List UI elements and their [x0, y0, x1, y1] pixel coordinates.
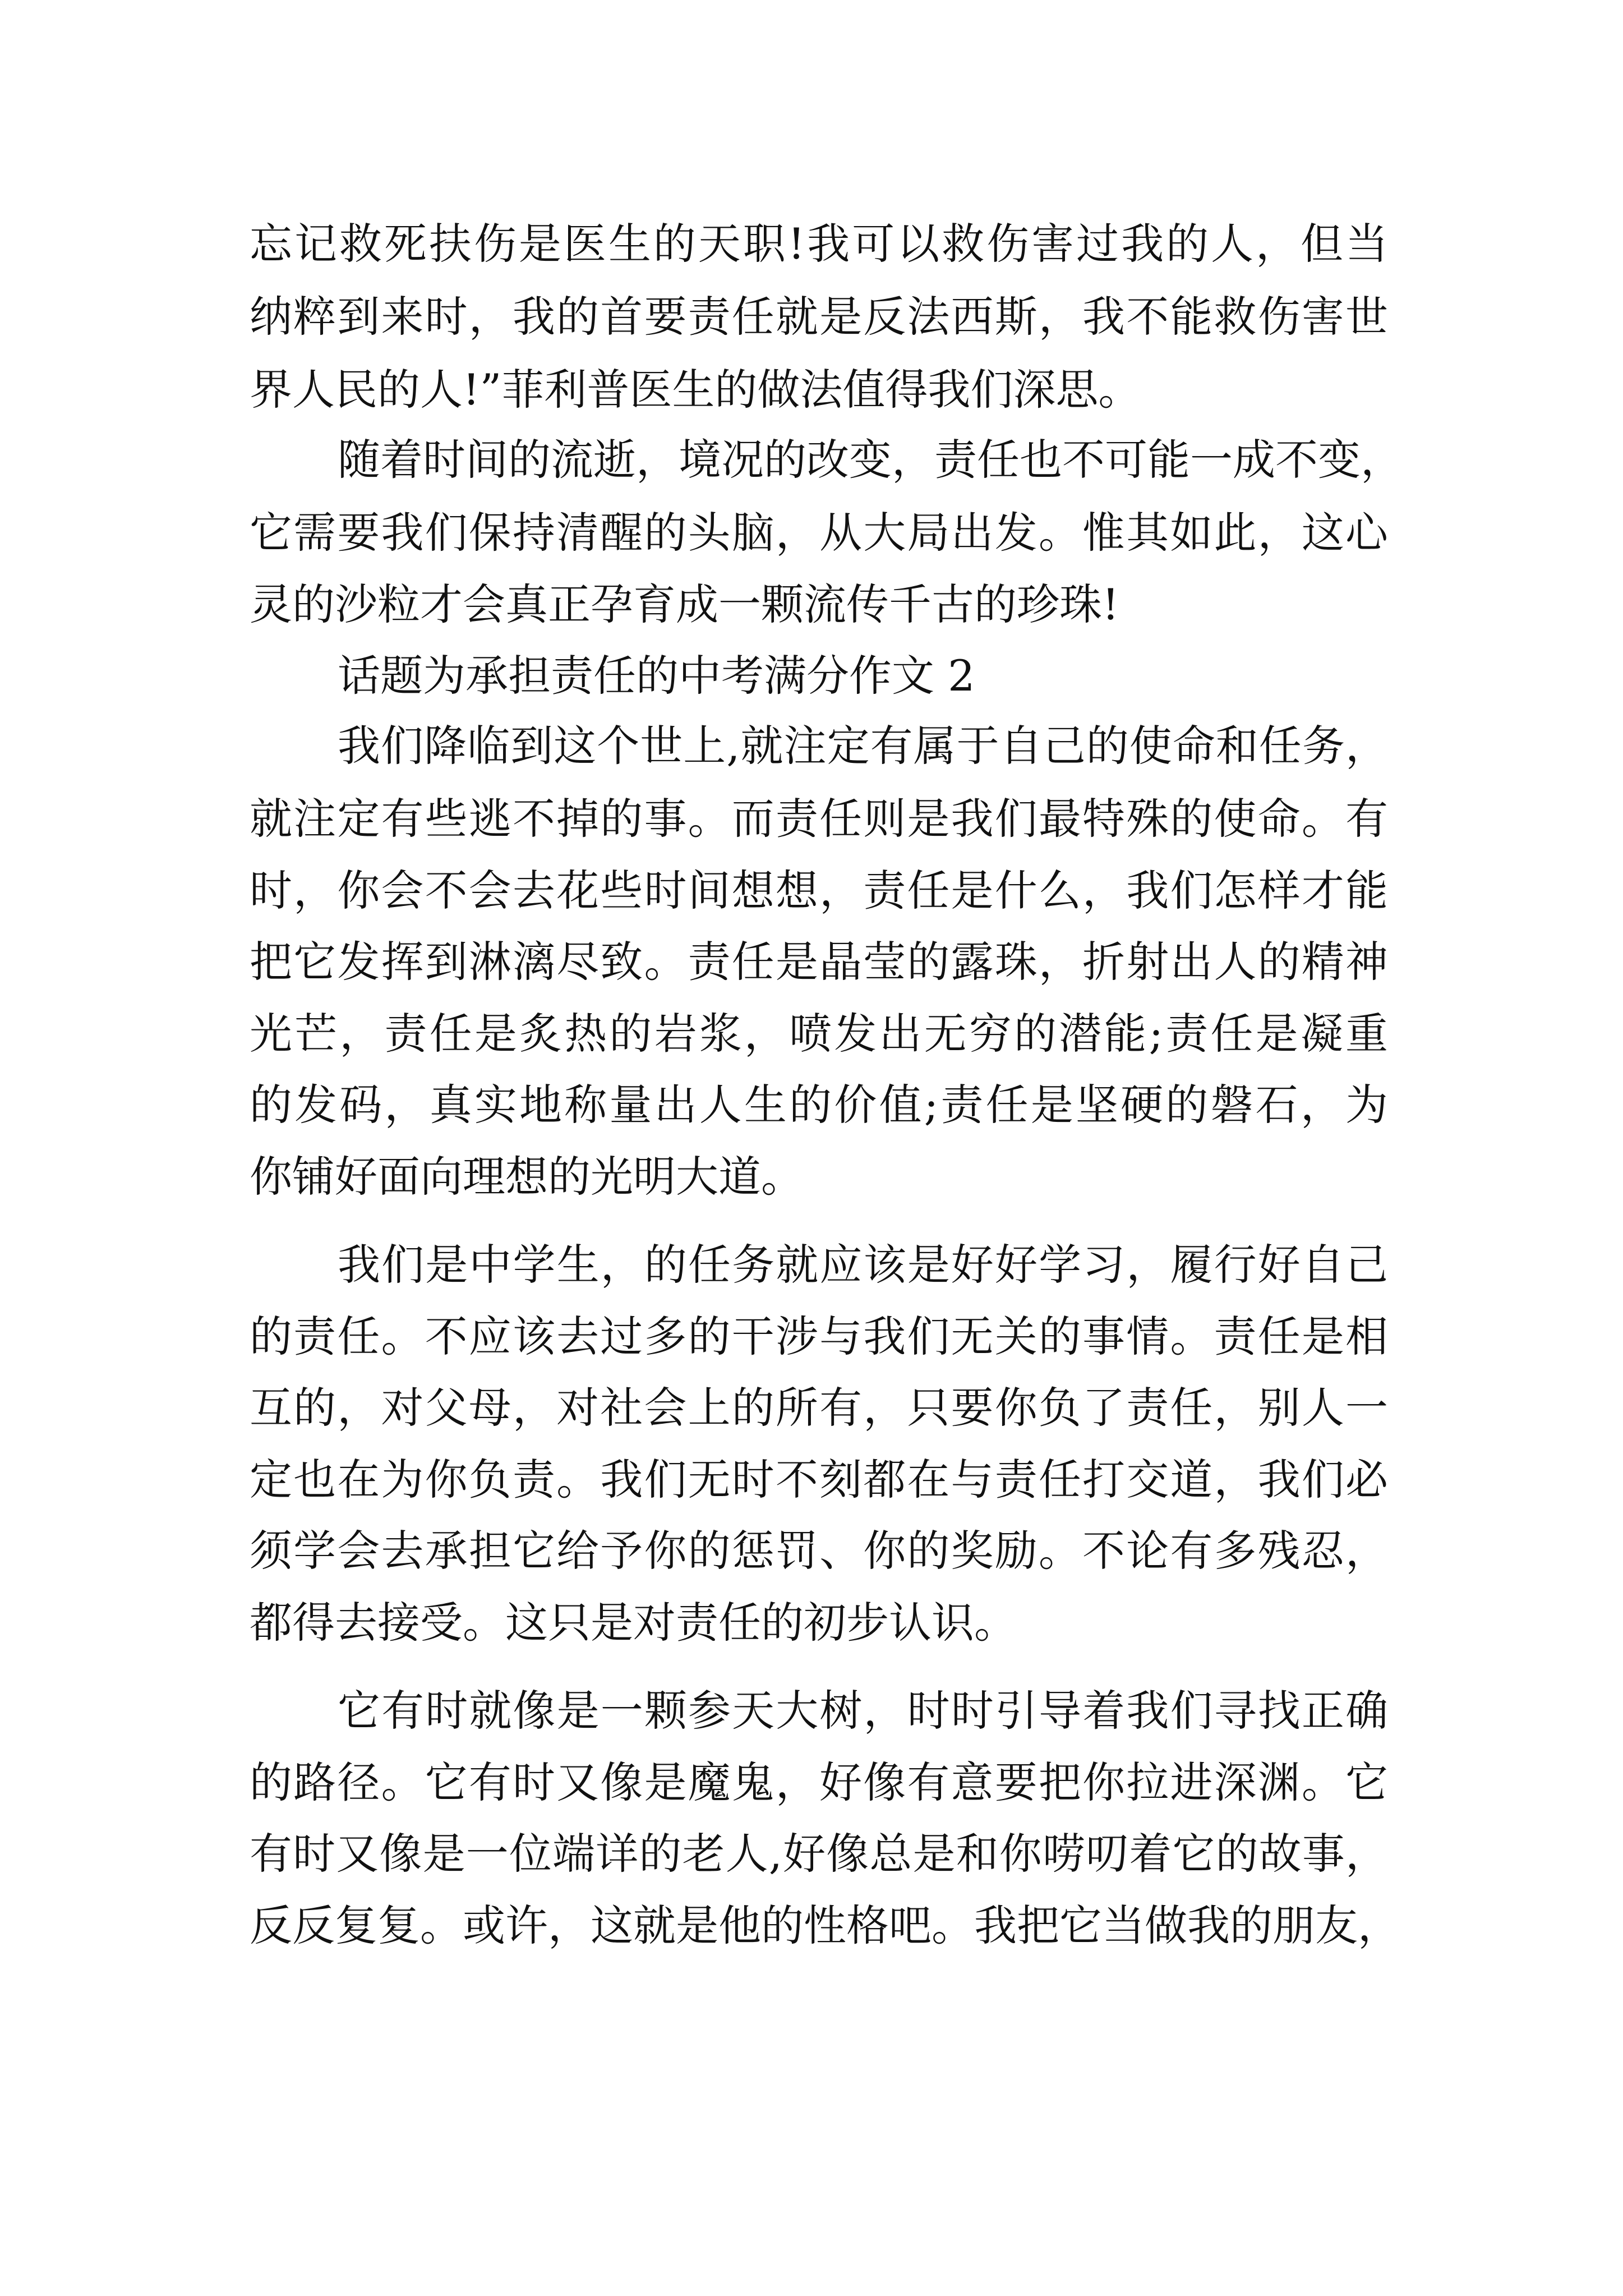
text-line: 它需要我们保持清醒的头脑，从大局出发。惟其如此，这心 [250, 508, 1388, 558]
text-line: 你铺好面向理想的光明大道。 [250, 1152, 804, 1202]
text-line: 时，你会不会去花些时间想想，责任是什么，我们怎样才能 [250, 866, 1388, 915]
text-line: 就注定有些逃不掉的事。而责任则是我们最特殊的使命。有 [250, 794, 1388, 844]
paragraph-start-line: 我们降临到这个世上,就注定有属于自己的使命和任务， [338, 721, 1388, 771]
text-line: 须学会去承担它给予你的惩罚、你的奖励。不论有多残忍， [250, 1526, 1388, 1576]
text-line: 界人民的人!”菲利普医生的做法值得我们深思。 [250, 365, 1141, 415]
text-line: 忘记救死扶伤是医生的天职!我可以救伤害过我的人，但当 [250, 219, 1388, 269]
section-heading: 话题为承担责任的中考满分作文 2 [338, 651, 975, 701]
text-line: 有时又像是一位端详的老人,好像总是和你唠叨着它的故事， [250, 1829, 1388, 1879]
paragraph-start-line: 它有时就像是一颗参天大树，时时引导着我们寻找正确 [338, 1686, 1388, 1736]
text-line: 互的，对父母，对社会上的所有，只要你负了责任，别人一 [250, 1383, 1388, 1433]
text-line: 的路径。它有时又像是魔鬼，好像有意要把你拉进深渊。它 [250, 1757, 1388, 1807]
text-line: 定也在为你负责。我们无时不刻都在与责任打交道，我们必 [250, 1455, 1388, 1504]
text-line: 纳粹到来时，我的首要责任就是反法西斯，我不能救伤害世 [250, 292, 1388, 342]
text-line: 都得去接受。这只是对责任的初步认识。 [250, 1598, 1017, 1648]
text-line: 灵的沙粒才会真正孕育成一颗流传千古的珍珠! [250, 579, 1119, 629]
text-line: 反反复复。或许，这就是他的性格吧。我把它当做我的朋友， [250, 1901, 1400, 1950]
text-line: 把它发挥到淋漓尽致。责任是晶莹的露珠，折射出人的精神 [250, 937, 1388, 987]
paragraph-start-line: 随着时间的流逝，境况的改变，责任也不可能一成不变， [338, 435, 1403, 485]
text-line: 的发码，真实地称量出人生的价值;责任是坚硬的磐石，为 [250, 1080, 1388, 1130]
paragraph-start-line: 我们是中学生，的任务就应该是好好学习，履行好自己 [338, 1240, 1388, 1290]
text-line: 的责任。不应该去过多的干涉与我们无关的事情。责任是相 [250, 1312, 1388, 1361]
text-line: 光芒，责任是炙热的岩浆，喷发出无穷的潜能;责任是凝重 [250, 1009, 1388, 1059]
